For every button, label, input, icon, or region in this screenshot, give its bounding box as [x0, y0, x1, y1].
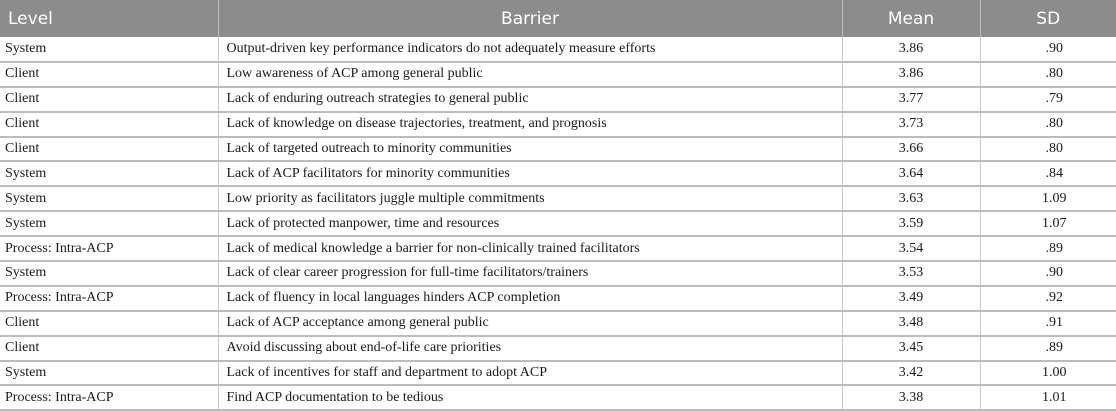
cell-level: System: [0, 161, 218, 186]
cell-level: Client: [0, 87, 218, 112]
cell-barrier: Lack of ACP facilitators for minority communities: [218, 161, 842, 186]
cell-mean: 3.64: [842, 161, 980, 186]
table-row: [0, 62, 1116, 87]
cell-sd: 1.09: [980, 186, 1116, 211]
cell-barrier: Lack of fluency in local languages hinders ACP completion: [218, 286, 842, 311]
cell-mean: 3.77: [842, 87, 980, 112]
table-row: [0, 186, 1116, 211]
cell-sd: .90: [980, 261, 1116, 286]
table-row: [0, 112, 1116, 137]
table-row: [0, 161, 1116, 186]
cell-barrier: Lack of ACP acceptance among general public: [218, 311, 842, 336]
table-row: [0, 385, 1116, 410]
cell-mean: 3.66: [842, 137, 980, 162]
cell-level: Client: [0, 62, 218, 87]
cell-sd: .91: [980, 311, 1116, 336]
cell-sd: .90: [980, 37, 1116, 62]
table-row: [0, 336, 1116, 361]
cell-barrier: Low priority as facilitators juggle multiple commitments: [218, 186, 842, 211]
cell-barrier: Lack of enduring outreach strategies to general public: [218, 87, 842, 112]
cell-level: Process: Intra-ACP: [0, 385, 218, 410]
cell-mean: 3.48: [842, 311, 980, 336]
cell-level: Client: [0, 137, 218, 162]
cell-level: System: [0, 186, 218, 211]
cell-sd: 1.00: [980, 361, 1116, 386]
cell-barrier: Find ACP documentation to be tedious: [218, 385, 842, 410]
table-row: [0, 37, 1116, 62]
cell-level: Client: [0, 311, 218, 336]
cell-mean: 3.53: [842, 261, 980, 286]
cell-barrier: Lack of knowledge on disease trajectories, treatment, and prognosis: [218, 112, 842, 137]
cell-sd: 1.01: [980, 385, 1116, 410]
cell-barrier: Lack of protected manpower, time and resources: [218, 211, 842, 236]
table-row: [0, 286, 1116, 311]
cell-sd: .89: [980, 336, 1116, 361]
table-body: [0, 37, 1116, 410]
cell-sd: .80: [980, 137, 1116, 162]
cell-barrier: Lack of incentives for staff and department to adopt ACP: [218, 361, 842, 386]
cell-mean: 3.45: [842, 336, 980, 361]
cell-level: Client: [0, 112, 218, 137]
cell-barrier: Lack of medical knowledge a barrier for non-clinically trained facilitators: [218, 236, 842, 261]
cell-level: Process: Intra-ACP: [0, 236, 218, 261]
header-barrier: Barrier: [218, 0, 842, 37]
cell-mean: 3.42: [842, 361, 980, 386]
cell-level: System: [0, 211, 218, 236]
table-row: [0, 137, 1116, 162]
cell-level: System: [0, 361, 218, 386]
cell-sd: .80: [980, 112, 1116, 137]
cell-mean: 3.63: [842, 186, 980, 211]
table-header: [0, 0, 1116, 37]
cell-level: Process: Intra-ACP: [0, 286, 218, 311]
cell-level: Client: [0, 336, 218, 361]
cell-barrier: Avoid discussing about end-of-life care priorities: [218, 336, 842, 361]
cell-mean: 3.54: [842, 236, 980, 261]
cell-level: System: [0, 261, 218, 286]
cell-barrier: Lack of clear career progression for full-time facilitators/trainers: [218, 261, 842, 286]
cell-barrier: Low awareness of ACP among general public: [218, 62, 842, 87]
cell-sd: .84: [980, 161, 1116, 186]
cell-sd: .79: [980, 87, 1116, 112]
cell-sd: .89: [980, 236, 1116, 261]
table-row: [0, 261, 1116, 286]
cell-mean: 3.86: [842, 37, 980, 62]
table-row: [0, 361, 1116, 386]
header-row: [0, 0, 1116, 37]
cell-level: System: [0, 37, 218, 62]
cell-sd: 1.07: [980, 211, 1116, 236]
cell-sd: .92: [980, 286, 1116, 311]
table-row: [0, 311, 1116, 336]
table-row: [0, 211, 1116, 236]
cell-sd: .80: [980, 62, 1116, 87]
cell-mean: 3.73: [842, 112, 980, 137]
table-row: [0, 236, 1116, 261]
header-sd: SD: [980, 0, 1116, 37]
header-mean: Mean: [842, 0, 980, 37]
cell-barrier: Lack of targeted outreach to minority communities: [218, 137, 842, 162]
cell-barrier: Output-driven key performance indicators do not adequately measure efforts: [218, 37, 842, 62]
cell-mean: 3.49: [842, 286, 980, 311]
cell-mean: 3.86: [842, 62, 980, 87]
cell-mean: 3.59: [842, 211, 980, 236]
cell-mean: 3.38: [842, 385, 980, 410]
table-row: [0, 87, 1116, 112]
header-level: Level: [8, 8, 53, 29]
